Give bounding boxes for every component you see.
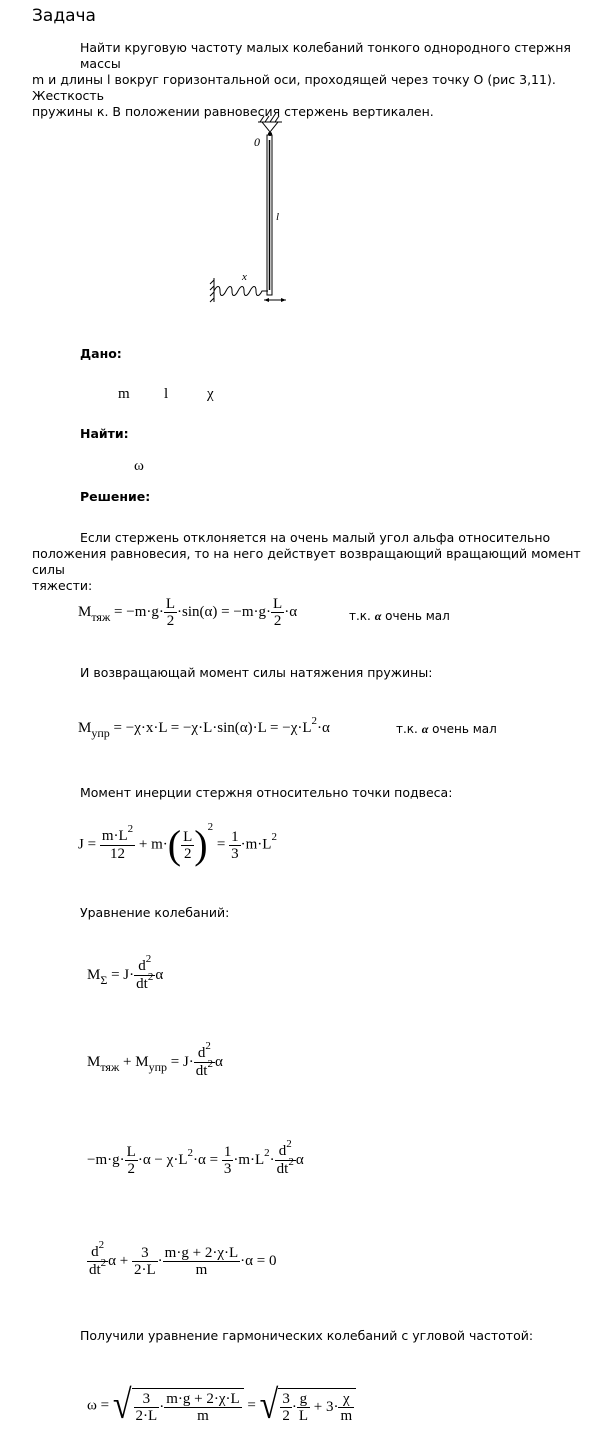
spring-moment-text: И возвращающай момент силы натяжения пружины: [80, 665, 433, 680]
equation-angular-frequency: ω = √ $\frac{3}{2\cdot L}$ · $\frac{m\cdot g + 2\cdot\chi\cdot L}{m}$ = √ $\frac{3}{2}$ · $\frac{g}{L}$ + 3· $\frac{\chi}{m}$ [87, 1388, 356, 1424]
find-omega: ω [134, 458, 144, 474]
ceiling-support [258, 116, 282, 132]
equation-total-moment: $M_\Sigma = J\cdot$ $\frac{d^2}{dt^2}$ α [87, 953, 164, 992]
rod-spring-figure [200, 110, 310, 310]
given-l: l [164, 386, 169, 402]
equation-harmonic: $\frac{d^2}{dt^2}$ α + $\frac{3}{2\cdot L}$ · $\frac{m\cdot g + 2\cdot\chi\cdot L}{m}$ ·α = 0 [89, 1239, 277, 1278]
problem-statement [32, 40, 612, 120]
label-l: l [276, 211, 280, 223]
equation-of-motion-text: Уравнение колебаний: [80, 905, 230, 920]
small-angle-note-1: т.к. α очень мал [349, 609, 450, 623]
inertia-text: Момент инерции стержня относительно точки подвеса: [80, 785, 453, 800]
equation-expanded: −m·g· $\frac{L}{2}$ $\cdot\alpha - \chi\cdot L^2\cdot\alpha$ = $\frac{1}{3}$ $\cdot m\cdot L^2\cdot$ $\frac{d^2}{dt^2}$ α [87, 1138, 304, 1177]
equation-gravity-moment: $M_{тяж} = -m\cdot g\cdot$ $\frac{L}{2}$ ·sin(α) = −m·g· $\frac{L}{2}$ ·α [78, 596, 298, 629]
spring [214, 287, 268, 296]
equation-inertia: J = $\frac{m\cdot L^2}{12}$ + m·( $\frac{L}{2}$ )$^2$ = $\frac{1}{3}$ $\cdot m\cdot L^2$ [78, 821, 277, 867]
given-heading: Дано: [80, 346, 122, 361]
find-heading: Найти: [80, 426, 129, 441]
result-text: Получили уравнение гармонических колебаний с угловой частотой: [80, 1328, 534, 1343]
given-chi: χ [207, 386, 214, 402]
solution-intro: Если стержень отклоняется на очень малый угол альфа относительно положения равновесия, то на него действует возвращающий вращающий момент силы тяжести: [32, 530, 581, 593]
label-x: x [242, 271, 247, 283]
wall [210, 278, 214, 302]
label-o: 0 [254, 135, 260, 149]
solution-heading: Решение: [80, 489, 151, 504]
equation-sum-moments: $M_{тяж} + M_{упр} = J\cdot$ $\frac{d^2}{dt^2}$ α [87, 1040, 223, 1079]
problem-line-3: пружины к. В положении равновесия стержень вертикален. [32, 104, 434, 119]
given-m: m [118, 386, 130, 402]
equation-spring-moment: $M_{упр} = -\chi\cdot x\cdot L = -\chi\cdot L\cdot\sin(\alpha)\cdot L = -\chi\cdot L^2\cdot\alpha$ [78, 715, 330, 740]
problem-line-1: Найти круговую частоту малых колебаний тонкого однородного стержня массы [80, 40, 571, 71]
page-title: Задача [32, 6, 96, 26]
problem-line-2: m и длины l вокруг горизонтальной оси, проходящей через точку O (рис 3,11). Жесткость [32, 72, 556, 103]
small-angle-note-2: т.к. α очень мал [396, 722, 497, 736]
